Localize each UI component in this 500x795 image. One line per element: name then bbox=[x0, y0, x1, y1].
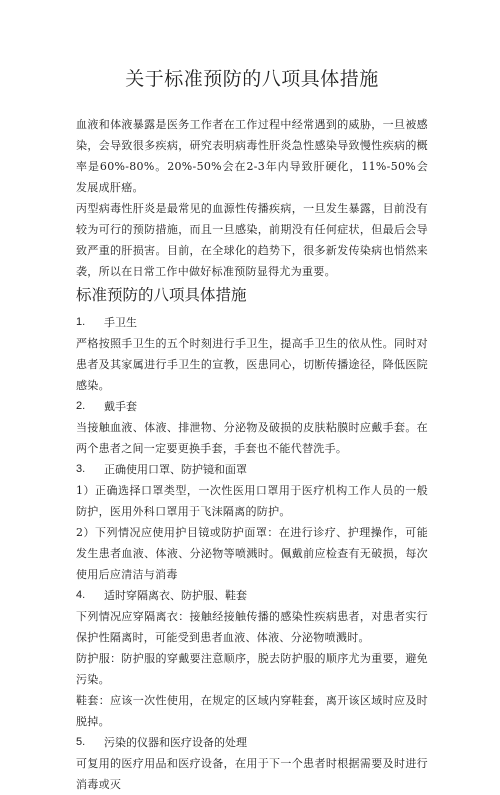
measure-heading bbox=[76, 312, 428, 333]
measure-number: 1. bbox=[76, 316, 86, 328]
measure-1 bbox=[76, 312, 428, 396]
measure-heading bbox=[76, 585, 428, 606]
intro-paragraph-1: 血液和体液暴露是医务工作者在工作过程中经常遇到的威胁，一旦被感染，会导致很多疾病，研究表明病毒性肝炎急性感染导致慢性疾病的概率是60%-80%。20%-50%会在2-3年内导致肝硬化，11%-50%会发展成肝癌。 bbox=[76, 118, 428, 194]
measure-title: 戴手套 bbox=[104, 400, 137, 413]
measure-heading bbox=[76, 459, 428, 480]
measure-paragraph: 可复用的医疗用品和医疗设备，在用于下一个患者时根据需要及时进行消毒或灭 bbox=[76, 757, 428, 791]
measure-number: 5. bbox=[76, 736, 86, 748]
measure-title: 手卫生 bbox=[104, 316, 137, 329]
measure-paragraph: 当接触血液、体液、排泄物、分泌物及破损的皮肤粘膜时应戴手套。在两个患者之间一定要更换手套，手套也不能代替洗手。 bbox=[76, 421, 428, 455]
measure-heading bbox=[76, 732, 428, 753]
measure-number: 3. bbox=[76, 463, 86, 475]
measure-paragraph: 1）正确选择口罩类型，一次性医用口罩用于医疗机构工作人员的一般防护，医用外科口罩用于飞沫隔离的防护。 bbox=[76, 484, 428, 518]
measure-title: 适时穿隔离衣、防护服、鞋套 bbox=[104, 589, 247, 602]
measure-5 bbox=[76, 732, 428, 795]
intro-paragraph-2: 丙型病毒性肝炎是最常见的血源性传播疾病，一旦发生暴露，目前没有较为可行的预防措施，而且一旦感染，前期没有任何症状，但最后会导致严重的肝损害。目前，在全球化的趋势下，很多新发传染病也悄然来袭，所以在日常工作中做好标准预防显得尤为重要。 bbox=[76, 202, 428, 278]
measure-paragraph: 下列情况应穿隔离衣：接触经接触传播的感染性疾病患者，对患者实行保护性隔离时，可能受到患者血液、体液、分泌物喷溅时。 bbox=[76, 610, 428, 644]
measure-paragraph: 防护服：防护服的穿戴要注意顺序，脱去防护服的顺序尤为重要，避免污染。 bbox=[76, 652, 428, 686]
measure-paragraph: 鞋套：应该一次性使用，在规定的区域内穿鞋套，离开该区域时应及时脱掉。 bbox=[76, 694, 428, 728]
document-title: 关于标准预防的八项具体措施 bbox=[125, 68, 379, 90]
measure-number: 4. bbox=[76, 589, 86, 601]
measure-title: 正确使用口罩、防护镜和面罩 bbox=[104, 463, 247, 476]
measure-paragraph: 严格按照手卫生的五个时刻进行手卫生，提高手卫生的依从性。同时对患者及其家属进行手卫生的宣教，医患同心，切断传播途径，降低医院感染。 bbox=[76, 337, 428, 392]
measure-paragraph: 2）下列情况应使用护目镜或防护面罩：在进行诊疗、护理操作，可能发生患者血液、体液、分泌物等喷溅时。佩戴前应检查有无破损，每次使用后应清洁与消毒 bbox=[76, 526, 428, 581]
measure-heading bbox=[76, 396, 428, 417]
measure-title: 污染的仪器和医疗设备的处理 bbox=[104, 736, 247, 749]
section-title: 标准预防的八项具体措施 bbox=[76, 286, 247, 304]
measure-number: 2. bbox=[76, 400, 86, 412]
measure-3 bbox=[76, 459, 428, 585]
measure-4 bbox=[76, 585, 428, 732]
measure-2 bbox=[76, 396, 428, 459]
